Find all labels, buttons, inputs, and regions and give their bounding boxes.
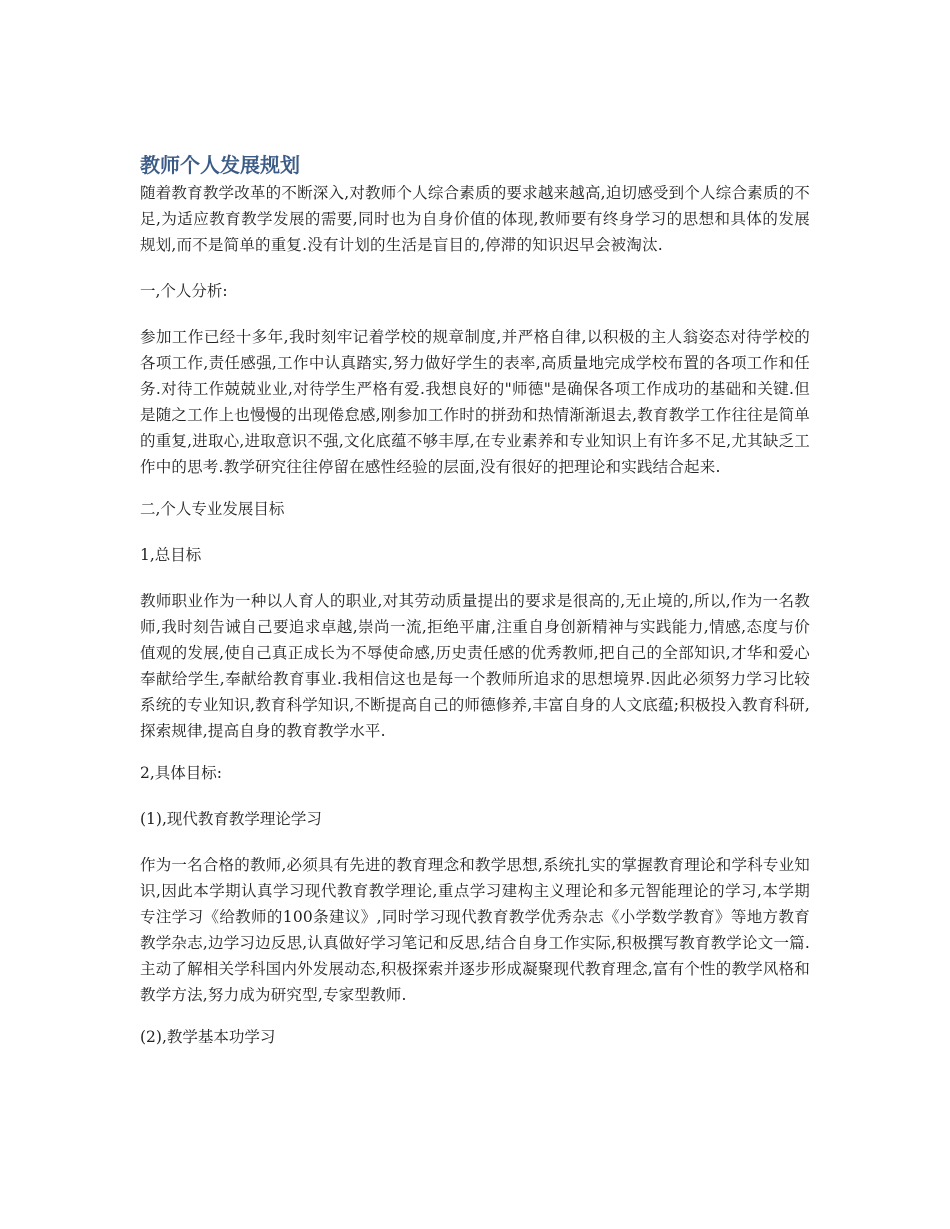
overall-goal-paragraph: 教师职业作为一种以人育人的职业,对其劳动质量提出的要求是很高的,无止境的,所以,作为一名教师,我时刻告诫自己要追求卓越,崇尚一流,拒绝平庸,注重自身创新精神与实践能力,情感,态度与价值观的发展,使自己真正成长为不辱使命感,历史责任感的优秀教师,把自己的全部知识,才华和爱心奉献给学生,奉献给教育事业.我相信这也是每一个教师所追求的思想境界.因此必须努力学习比较系统的专业知识,教育科学知识,不断提高自己的师德修养,丰富自身的人文底蕴;积极投入教育科研,探索规律,提高自身的教育教学水平. — [140, 592, 810, 740]
subheading-specific-goals: 2,具体目标: — [140, 764, 223, 782]
section-heading-development-goals: 二,个人专业发展目标 — [140, 500, 285, 518]
intro-paragraph: 随着教育教学改革的不断深入,对教师个人综合素质的要求越来越高,迫切感受到个人综合素质的不足,为适应教育教学发展的需要,同时也为自身价值的体现,教师要有终身学习的思想和具体的发展规划,而不是简单的重复.没有计划的生活是盲目的,停滞的知识迟早会被淘汰. — [140, 184, 810, 254]
theory-study-paragraph: 作为一名合格的教师,必须具有先进的教育理念和教学思想,系统扎实的掌握教育理论和学科专业知识,因此本学期认真学习现代教育教学理论,重点学习建构主义理论和多元智能理论的学习,本学期专注学习《给教师的100条建议》,同时学习现代教育教学优秀杂志《小学数学教育》等地方教育教学杂志,边学习边反思,认真做好学习笔记和反思,结合自身工作实际,积极撰写教育教学论文一篇.主动了解相关学科国内外发展动态,积极探索并逐步形成凝聚现代教育理念,富有个性的教学风格和教学方法,努力成为研究型,专家型教师. — [140, 856, 810, 1004]
document-page — [140, 150, 810, 1070]
subheading-basic-skills: (2),教学基本功学习 — [140, 1028, 276, 1046]
subheading-theory-study: (1),现代教育教学理论学习 — [140, 810, 322, 828]
document-title: 教师个人发展规划 — [140, 153, 300, 177]
personal-analysis-paragraph: 参加工作已经十多年,我时刻牢记着学校的规章制度,并严格自律,以积极的主人翁姿态对待学校的各项工作,责任感强,工作中认真踏实,努力做好学生的表率,高质量地完成学校布置的各项工作和任务.对待工作兢兢业业,对待学生严格有爱.我想良好的"师德"是确保各项工作成功的基础和关键.但是随之工作上也慢慢的出现倦怠感,刚参加工作时的拼劲和热情渐渐退去,教育教学工作往往是简单的重复,进取心,进取意识不强,文化底蕴不够丰厚,在专业素养和专业知识上有许多不足,尤其缺乏工作中的思考.教学研究往往停留在感性经验的层面,没有很好的把理论和实践结合起来. — [140, 328, 810, 476]
section-heading-personal-analysis: 一,个人分析: — [140, 282, 228, 300]
subheading-overall-goal: 1,总目标 — [140, 546, 202, 564]
